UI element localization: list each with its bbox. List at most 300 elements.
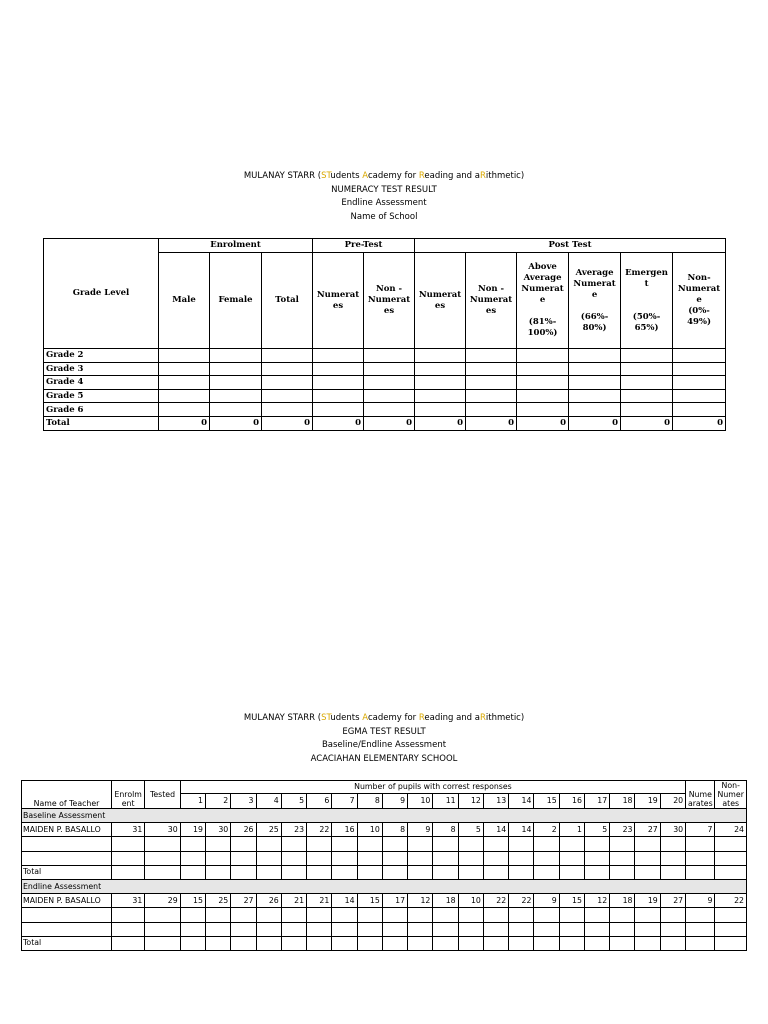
blank-cell <box>584 936 609 950</box>
blank-cell <box>534 908 559 922</box>
blank-cell <box>584 922 609 936</box>
blank-cell <box>509 865 534 879</box>
blank-cell <box>483 922 508 936</box>
column-header <box>313 253 364 349</box>
item-number: 12 <box>458 793 483 808</box>
blank-cell <box>145 851 180 865</box>
tested-header <box>145 781 180 809</box>
non-numerates-header-line: ates <box>722 799 740 808</box>
blank-cell <box>458 908 483 922</box>
total-cell: 0 <box>159 416 210 430</box>
blank-cell <box>635 865 660 879</box>
blank-cell <box>180 922 205 936</box>
column-header-line: Male <box>172 295 196 305</box>
blank-cell <box>433 908 458 922</box>
blank-cell <box>22 908 112 922</box>
grade-cell <box>159 376 210 390</box>
section-label: Baseline Assessment <box>22 809 747 823</box>
blank-cell <box>534 936 559 950</box>
item-response-cell: 12 <box>408 894 433 908</box>
grade-cell <box>364 349 415 363</box>
item-response-cell: 1 <box>559 823 584 837</box>
item-response-cell: 30 <box>205 823 230 837</box>
grade-cell <box>673 389 726 403</box>
column-header <box>159 253 210 349</box>
grade-cell <box>569 349 621 363</box>
blank-cell <box>483 936 508 950</box>
column-header <box>364 253 415 349</box>
blank-cell <box>686 851 715 865</box>
blank-cell <box>408 837 433 851</box>
column-header-line: Numerat <box>418 289 462 300</box>
blank-cell <box>715 936 747 950</box>
grade-label: Grade 6 <box>44 403 159 417</box>
item-number: 5 <box>281 793 306 808</box>
item-number: 18 <box>610 793 635 808</box>
grade-label: Grade 3 <box>44 362 159 376</box>
item-response-cell: 30 <box>660 823 685 837</box>
blank-cell <box>559 908 584 922</box>
item-number: 7 <box>332 793 357 808</box>
grade-cell <box>313 362 364 376</box>
grade-label: Grade 5 <box>44 389 159 403</box>
column-header <box>569 253 621 349</box>
item-response-cell: 19 <box>180 823 205 837</box>
blank-cell <box>483 908 508 922</box>
blank-cell <box>382 865 407 879</box>
blank-cell <box>256 851 281 865</box>
posttest-group-header: Post Test <box>415 239 726 253</box>
blank-cell <box>22 837 112 851</box>
teacher-name: MAIDEN P. BASALLO <box>22 823 112 837</box>
grade-cell <box>262 362 313 376</box>
blank-cell <box>458 936 483 950</box>
blank-cell <box>22 922 112 936</box>
column-header-line <box>621 290 672 301</box>
blank-cell <box>483 851 508 865</box>
blank-cell <box>111 908 144 922</box>
item-number: 1 <box>180 793 205 808</box>
blank-cell <box>357 851 382 865</box>
blank-cell <box>408 865 433 879</box>
grade-cell <box>364 403 415 417</box>
item-response-cell: 9 <box>408 823 433 837</box>
grade-cell <box>313 349 364 363</box>
blank-cell <box>231 908 256 922</box>
column-header-line: Numerat <box>469 295 513 305</box>
grade-cell <box>159 403 210 417</box>
non-numerates-cell: 22 <box>715 894 747 908</box>
grade-cell <box>466 362 517 376</box>
grade-cell <box>210 389 262 403</box>
section-total-row <box>22 865 747 879</box>
grade-cell <box>313 376 364 390</box>
item-number: 8 <box>357 793 382 808</box>
item-number: 4 <box>256 793 281 808</box>
column-header-line: 49%) <box>687 317 711 327</box>
grade-cell <box>262 349 313 363</box>
column-header-line <box>621 301 672 312</box>
grade-label: Grade 4 <box>44 376 159 390</box>
total-cell: 0 <box>466 416 517 430</box>
column-header <box>673 253 726 349</box>
item-response-cell: 19 <box>635 894 660 908</box>
column-header-line: Numerat <box>573 278 616 289</box>
grade-cell <box>517 389 569 403</box>
column-header-line: Emergen <box>625 267 668 278</box>
blank-cell <box>205 908 230 922</box>
blank-cell <box>256 936 281 950</box>
column-header-line: (0%- <box>688 306 710 316</box>
total-cell: 0 <box>210 416 262 430</box>
blank-cell <box>458 865 483 879</box>
blank-cell <box>686 908 715 922</box>
item-response-cell: 21 <box>307 894 332 908</box>
item-response-cell: 15 <box>559 894 584 908</box>
blank-cell <box>332 922 357 936</box>
blank-cell <box>635 936 660 950</box>
column-header-line: t <box>644 278 649 289</box>
blank-cell <box>584 837 609 851</box>
blank-cell <box>145 837 180 851</box>
item-number: 15 <box>534 793 559 808</box>
blank-cell <box>205 936 230 950</box>
blank-cell <box>307 837 332 851</box>
column-header-line: es <box>332 300 344 311</box>
grade-cell <box>210 362 262 376</box>
blank-cell <box>205 837 230 851</box>
column-header <box>621 253 673 349</box>
grade-cell <box>673 362 726 376</box>
numerates-header-line: Nume <box>688 790 712 799</box>
item-response-cell: 8 <box>382 823 407 837</box>
column-header-line: es <box>383 306 395 316</box>
blank-cell <box>332 936 357 950</box>
teacher-row <box>22 823 747 837</box>
blank-cell <box>357 865 382 879</box>
item-number: 20 <box>660 793 685 808</box>
grade-cell <box>466 403 517 417</box>
total-label: Total <box>44 416 159 430</box>
blank-cell <box>180 851 205 865</box>
total-cell: 0 <box>517 416 569 430</box>
grade-cell <box>621 362 673 376</box>
blank-cell <box>180 865 205 879</box>
column-header-line <box>569 301 620 312</box>
blank-cell <box>483 837 508 851</box>
blank-cell <box>715 908 747 922</box>
section-total-row <box>22 936 747 950</box>
column-header-line: Non- <box>687 273 711 283</box>
grade-cell <box>621 403 673 417</box>
report1-subtitle-assessment: Endline Assessment <box>341 198 427 209</box>
item-response-cell: 22 <box>307 823 332 837</box>
column-header <box>517 253 569 349</box>
total-cell: 0 <box>621 416 673 430</box>
column-header-line: Female <box>218 295 253 305</box>
blank-cell <box>281 851 306 865</box>
blank-cell <box>256 908 281 922</box>
blank-cell <box>458 837 483 851</box>
item-response-cell: 10 <box>458 894 483 908</box>
grade-cell <box>364 389 415 403</box>
blank-cell <box>145 865 180 879</box>
blank-cell <box>281 908 306 922</box>
column-header-line: Numerat <box>521 284 564 294</box>
blank-cell <box>534 922 559 936</box>
grade-cell <box>262 376 313 390</box>
numeracy-results-table <box>43 238 726 431</box>
blank-cell <box>610 851 635 865</box>
grade-cell <box>262 403 313 417</box>
blank-cell <box>408 922 433 936</box>
column-header-line: (66%- <box>580 311 609 322</box>
blank-cell <box>509 908 534 922</box>
blank-cell <box>408 936 433 950</box>
item-response-cell: 14 <box>332 894 357 908</box>
blank-cell <box>509 837 534 851</box>
blank-cell <box>660 936 685 950</box>
column-header-line: e <box>696 295 702 305</box>
blank-cell <box>332 908 357 922</box>
grade-row <box>44 349 726 363</box>
grade-cell <box>466 376 517 390</box>
blank-row <box>22 837 747 851</box>
blank-cell <box>281 922 306 936</box>
item-response-cell: 2 <box>534 823 559 837</box>
column-header-line <box>517 306 568 317</box>
blank-cell <box>281 865 306 879</box>
total-cell: 0 <box>262 416 313 430</box>
column-header-line: Numerat <box>316 289 360 300</box>
blank-cell <box>332 837 357 851</box>
item-response-cell: 8 <box>433 823 458 837</box>
column-header-line: 65%) <box>634 322 659 333</box>
blank-cell <box>256 865 281 879</box>
item-response-cell: 17 <box>382 894 407 908</box>
grade-cell <box>621 376 673 390</box>
blank-cell <box>433 865 458 879</box>
grade-row <box>44 403 726 417</box>
item-number: 17 <box>584 793 609 808</box>
column-header-line: Non - <box>477 284 505 294</box>
blank-cell <box>433 922 458 936</box>
grade-row <box>44 389 726 403</box>
blank-cell <box>145 908 180 922</box>
grade-cell <box>569 376 621 390</box>
blank-cell <box>111 865 144 879</box>
grade-cell <box>621 389 673 403</box>
blank-cell <box>382 851 407 865</box>
column-header <box>415 253 466 349</box>
grade-cell <box>159 349 210 363</box>
blank-cell <box>584 865 609 879</box>
column-header <box>210 253 262 349</box>
total-cell: 0 <box>569 416 621 430</box>
teacher-row <box>22 894 747 908</box>
blank-cell <box>357 837 382 851</box>
blank-cell <box>610 908 635 922</box>
blank-cell <box>660 865 685 879</box>
section-label: Endline Assessment <box>22 879 747 893</box>
grade-row <box>44 362 726 376</box>
item-response-cell: 26 <box>231 823 256 837</box>
item-response-cell: 15 <box>180 894 205 908</box>
grade-cell <box>673 403 726 417</box>
column-header-line: Numerat <box>677 284 721 294</box>
blank-cell <box>559 936 584 950</box>
blank-cell <box>458 851 483 865</box>
blank-cell <box>205 922 230 936</box>
grade-row <box>44 376 726 390</box>
item-response-cell: 23 <box>281 823 306 837</box>
column-header <box>466 253 517 349</box>
blank-cell <box>458 922 483 936</box>
total-cell: 0 <box>415 416 466 430</box>
blank-cell <box>715 851 747 865</box>
grade-cell <box>517 349 569 363</box>
blank-cell <box>635 908 660 922</box>
blank-cell <box>559 851 584 865</box>
blank-cell <box>332 865 357 879</box>
item-response-cell: 25 <box>256 823 281 837</box>
blank-cell <box>660 851 685 865</box>
non-numerates-header-line: Numer <box>717 790 744 799</box>
grade-cell <box>415 403 466 417</box>
teacher-header-text: Name of Teacher <box>33 799 100 808</box>
column-header-line: Average <box>523 273 562 283</box>
item-number: 6 <box>307 793 332 808</box>
item-response-cell: 26 <box>256 894 281 908</box>
blank-cell <box>281 936 306 950</box>
column-header-line: e <box>539 295 546 305</box>
item-response-cell: 18 <box>433 894 458 908</box>
item-response-cell: 27 <box>635 823 660 837</box>
blank-cell <box>111 936 144 950</box>
blank-cell <box>635 851 660 865</box>
report1-subtitle-test: NUMERACY TEST RESULT <box>331 184 437 195</box>
blank-cell <box>433 837 458 851</box>
grade-cell <box>262 389 313 403</box>
tested-cell: 30 <box>145 823 180 837</box>
item-response-cell: 18 <box>610 894 635 908</box>
blank-cell <box>382 837 407 851</box>
blank-cell <box>180 837 205 851</box>
blank-cell <box>111 837 144 851</box>
column-header-line: Numerat <box>367 295 411 305</box>
grade-cell <box>569 403 621 417</box>
item-number: 11 <box>433 793 458 808</box>
blank-cell <box>660 922 685 936</box>
numerates-cell: 7 <box>686 823 715 837</box>
column-header-line: Above <box>528 262 557 272</box>
pretest-group-header: Pre-Test <box>313 239 415 253</box>
blank-cell <box>256 837 281 851</box>
item-response-cell: 14 <box>509 823 534 837</box>
blank-cell <box>509 851 534 865</box>
numerates-cell: 9 <box>686 894 715 908</box>
item-response-cell: 9 <box>534 894 559 908</box>
item-response-cell: 23 <box>610 823 635 837</box>
blank-cell <box>357 908 382 922</box>
non-numerates-header <box>715 781 747 809</box>
grade-cell <box>415 349 466 363</box>
blank-cell <box>231 865 256 879</box>
section-total-label: Total <box>22 936 112 950</box>
blank-cell <box>145 936 180 950</box>
column-header-line: Total <box>275 295 299 305</box>
blank-row <box>22 922 747 936</box>
section-row <box>22 809 747 823</box>
blank-cell <box>715 865 747 879</box>
numerates-header <box>686 781 715 809</box>
non-numerates-header-line: Non- <box>721 781 740 790</box>
blank-cell <box>111 922 144 936</box>
blank-cell <box>610 922 635 936</box>
grade-cell <box>364 362 415 376</box>
section-total-label: Total <box>22 865 112 879</box>
blank-cell <box>686 837 715 851</box>
blank-row <box>22 908 747 922</box>
item-response-cell: 25 <box>205 894 230 908</box>
blank-cell <box>382 936 407 950</box>
blank-cell <box>357 936 382 950</box>
grade-cell <box>159 362 210 376</box>
tested-header-text: Tested <box>149 790 176 799</box>
blank-cell <box>660 837 685 851</box>
item-number: 14 <box>509 793 534 808</box>
blank-cell <box>307 922 332 936</box>
item-number: 9 <box>382 793 407 808</box>
column-header-line: Average <box>575 267 614 278</box>
report2-subtitle-school: ACACIAHAN ELEMENTARY SCHOOL <box>310 754 458 765</box>
grade-cell <box>621 349 673 363</box>
blank-cell <box>584 851 609 865</box>
grade-cell <box>415 389 466 403</box>
non-numerates-cell: 24 <box>715 823 747 837</box>
grade-level-header: Grade Level <box>44 239 159 349</box>
blank-cell <box>534 851 559 865</box>
column-header-line: e <box>591 289 598 300</box>
item-response-cell: 10 <box>357 823 382 837</box>
blank-cell <box>584 908 609 922</box>
grade-cell <box>517 376 569 390</box>
blank-cell <box>686 922 715 936</box>
report2-header <box>0 712 768 767</box>
item-number: 19 <box>635 793 660 808</box>
blank-cell <box>332 851 357 865</box>
column-header-line: 100%) <box>527 328 558 338</box>
blank-cell <box>205 851 230 865</box>
blank-cell <box>408 908 433 922</box>
responses-header: Number of pupils with correst responses <box>180 781 685 794</box>
item-number: 3 <box>231 793 256 808</box>
blank-cell <box>231 851 256 865</box>
tested-cell: 29 <box>145 894 180 908</box>
blank-cell <box>610 936 635 950</box>
blank-cell <box>256 922 281 936</box>
grade-cell <box>517 403 569 417</box>
total-cell: 0 <box>673 416 726 430</box>
item-response-cell: 5 <box>458 823 483 837</box>
grade-cell <box>210 376 262 390</box>
blank-cell <box>686 865 715 879</box>
grade-label: Grade 2 <box>44 349 159 363</box>
report1-subtitle-school: Name of School <box>350 212 418 223</box>
item-response-cell: 22 <box>509 894 534 908</box>
blank-cell <box>307 936 332 950</box>
grade-cell <box>569 362 621 376</box>
